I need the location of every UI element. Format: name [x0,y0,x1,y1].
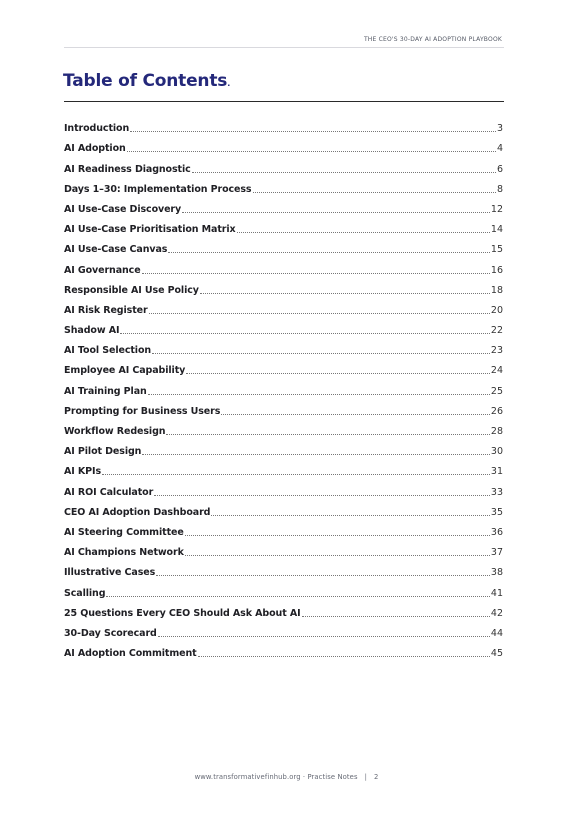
toc-entry[interactable] [64,114,503,134]
toc-entry-label: AI Use-Case Prioritisation Matrix [64,224,236,236]
toc-dot-leader [127,151,496,152]
toc-dot-leader [148,394,490,395]
toc-entry[interactable] [64,154,503,174]
toc-entry-label: Illustrative Cases [64,567,156,579]
toc-entry-label: AI Pilot Design [64,446,142,458]
toc-entry-label: AI Tool Selection [64,345,152,357]
toc-entry-page: 8 [496,183,503,195]
toc-entry[interactable] [64,639,503,659]
toc-dot-leader [158,636,490,637]
toc-entry-label: AI Training Plan [64,385,147,397]
toc-entry-page: 33 [490,486,503,498]
toc-entry[interactable] [64,134,503,154]
toc-dot-leader [142,454,490,455]
toc-dot-leader [168,252,490,253]
toc-entry-page: 23 [490,345,503,357]
toc-entry-page: 37 [490,547,503,559]
toc-entry[interactable] [64,599,503,619]
toc-entry-label: Scalling [64,587,106,599]
toc-entry-label: AI Champions Network [64,547,184,559]
title-text: Table of Contents [63,71,228,91]
toc-entry-page: 22 [490,325,503,337]
toc-dot-leader [198,656,490,657]
toc-entry-label: AI Adoption Commitment [64,648,197,660]
toc-entry[interactable] [64,296,503,316]
toc-entry[interactable] [64,498,503,518]
toc-entry[interactable] [64,518,503,538]
toc-entry[interactable] [64,195,503,215]
toc-entry[interactable] [64,255,503,275]
toc-entry-label: Days 1–30: Implementation Process [64,183,252,195]
toc-entry[interactable] [64,276,503,296]
toc-dot-leader [192,172,496,173]
toc-entry[interactable] [64,336,503,356]
toc-dot-leader [211,515,490,516]
toc-entry[interactable] [64,477,503,497]
toc-entry-page: 6 [496,163,503,175]
toc-entry-label: AI Governance [64,264,141,276]
toc-entry-label: AI Steering Committee [64,526,184,538]
toc-entry-page: 15 [490,244,503,256]
toc-entry[interactable] [64,235,503,255]
toc-entry[interactable] [64,356,503,376]
toc-entry-label: Introduction [64,123,130,135]
toc-entry-page: 30 [490,446,503,458]
toc-dot-leader [185,535,490,536]
toc-entry[interactable] [64,619,503,639]
toc-entry-label: Workflow Redesign [64,426,166,437]
title-divider [64,101,504,102]
toc-entry[interactable] [64,437,503,457]
toc-entry[interactable] [64,397,503,417]
toc-entry-label: 30-Day Scorecard [64,627,157,639]
toc-dot-leader [182,212,490,213]
toc-entry[interactable] [64,215,503,235]
toc-entry-page: 26 [490,405,503,417]
toc-entry-label: Responsible AI Use Policy [64,284,199,296]
toc-entry-label: AI KPIs [64,466,102,478]
toc-entry-label: AI Use-Case Canvas [64,244,168,256]
toc-entry[interactable] [64,457,503,477]
toc-dot-leader [130,131,496,132]
running-header: THE CEO'S 30-DAY AI ADOPTION PLAYBOOK [363,36,502,43]
toc-dot-leader [200,293,490,294]
toc-entry-page: 16 [490,264,503,276]
toc-entry-page: 38 [490,567,503,579]
toc-entry[interactable] [64,558,503,578]
toc-entry-page: 36 [490,526,503,538]
footer-page-number: 2 [373,773,379,781]
toc-entry[interactable] [64,175,503,195]
toc-entry-label: AI Adoption [64,143,126,155]
title-dot: . [227,79,231,88]
toc-dot-leader [166,434,489,435]
toc-entry-page: 20 [490,304,503,316]
toc-entry-page: 18 [490,284,503,296]
toc-entry-label: AI ROI Calculator [64,486,154,498]
page-footer [0,773,573,781]
toc-entry-label: AI Risk Register [64,304,148,316]
toc-dot-leader [253,192,496,193]
toc-entry[interactable] [64,376,503,396]
toc-entry-page: 42 [490,607,503,619]
toc-entry-page: 25 [490,385,503,397]
toc-entry-page: 3 [496,123,503,135]
toc-entry-page: 41 [490,587,503,599]
toc-dot-leader [186,373,490,374]
toc-entry-label: Shadow AI [64,325,120,337]
toc-entry-page: 12 [490,203,503,215]
toc-dot-leader [120,333,489,334]
footer-separator: | [364,773,367,781]
toc-entry-label: Prompting for Business Users [64,405,221,417]
toc-dot-leader [302,616,490,617]
toc-dot-leader [152,353,490,354]
toc-entry[interactable] [64,538,503,558]
toc-entry[interactable] [64,417,503,437]
toc-dot-leader [154,495,490,496]
header-divider [64,47,504,48]
toc-entry-page: 31 [490,466,503,478]
toc-dot-leader [149,313,490,314]
toc-entry-page: 28 [490,426,503,437]
page-title [63,71,230,91]
toc-entry-page: 24 [490,365,503,377]
toc-dot-leader [142,273,490,274]
toc-dot-leader [221,414,490,415]
toc-entry-label: AI Readiness Diagnostic [64,163,191,175]
toc-dot-leader [185,555,490,556]
toc-dot-leader [156,575,490,576]
footer-source: www.transformativefinhub.org · Practise Notes [194,773,358,781]
toc-entry-page: 4 [496,143,503,155]
toc-dot-leader [106,596,489,597]
toc-entry-label: Employee AI Capability [64,365,186,377]
toc-list [64,114,503,659]
toc-entry-label: AI Use-Case Discovery [64,203,182,215]
toc-entry-label: 25 Questions Every CEO Should Ask About AI [64,607,301,619]
toc-entry-page: 14 [490,224,503,236]
toc-entry-page: 45 [490,648,503,660]
toc-entry[interactable] [64,316,503,336]
toc-entry-label: CEO AI Adoption Dashboard [64,506,211,518]
toc-entry-page: 44 [490,627,503,639]
toc-dot-leader [237,232,490,233]
toc-dot-leader [102,474,490,475]
toc-entry[interactable] [64,578,503,598]
toc-entry-page: 35 [490,506,503,518]
